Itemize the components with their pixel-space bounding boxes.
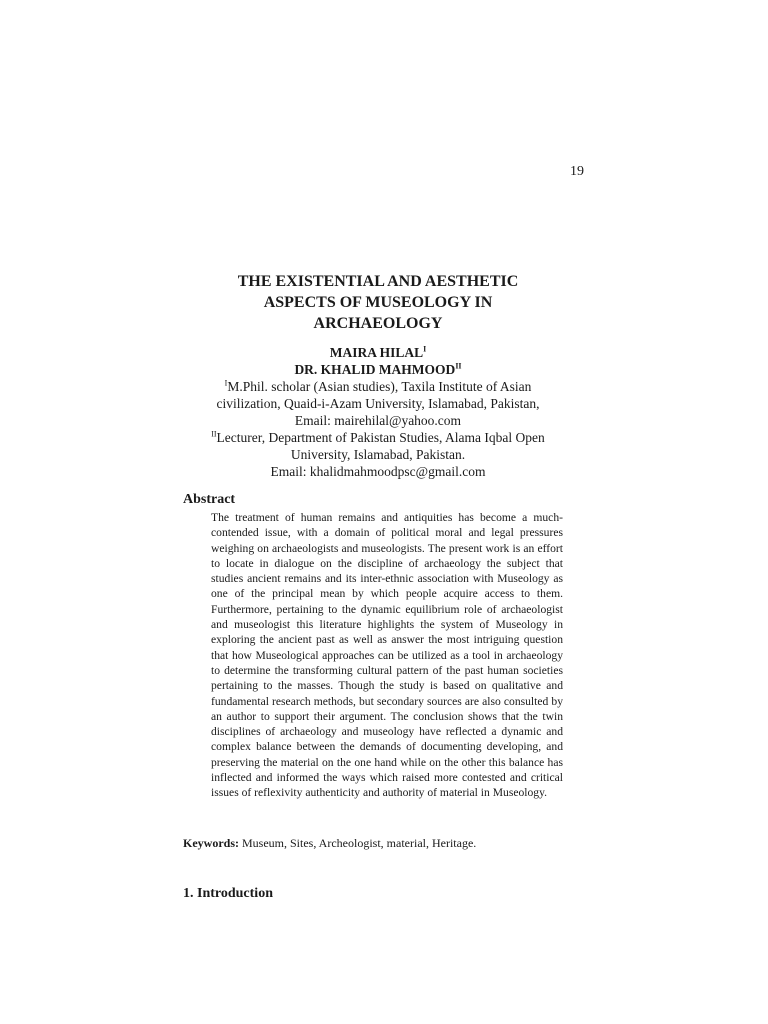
keywords-text: Museum, Sites, Archeologist, material, Heritage. [242,836,477,850]
affiliation-email: Email: mairehilal@yahoo.com [294,413,462,428]
author-name: DR. KHALID $MAHMOOD^{II}$ [294,361,462,377]
affiliation-email: Email: khalidmahmoodpsc@gmail.com [270,464,486,479]
paper-title [0,271,756,334]
affiliation-line: civilization, Quaid-i-Azam University, Islamabad, Pakistan, [216,396,540,411]
section-heading: 1. Introduction [183,886,273,901]
title-line: THE EXISTENTIAL AND AESTHETIC [237,273,519,290]
affiliation-line: $^I$M.Phil. scholar (Asian studies), Taxila Institute of Asian [224,378,532,394]
author-marker: II [455,361,462,371]
keywords-label: Keywords: [183,836,239,850]
abstract-heading: Abstract [183,492,236,507]
keywords [183,836,476,851]
author-name: MAIRA $HILAL^I$ [329,344,427,360]
title-line: ASPECTS OF MUSEOLOGY IN [263,294,493,311]
affiliation-line: $^{II}$Lecturer, Department of Pakistan Studies, Alama Iqbal Open [211,429,545,445]
title-line: ARCHAEOLOGY [313,315,443,332]
affiliation-marker: I [224,378,228,388]
author-marker: I [423,344,427,354]
affiliation-marker: II [211,429,217,439]
abstract-text: The treatment of human remains and antiquities has become a much-contended issue, with a domain of political moral and legal pressures weighing on archaeologists and museologists. The present work is an effort to locate in dialogue on the discipline of archaeology the subject that studies ancient remains and its inter-ethnic association with Museology as one of the principal mean by which people acquire access to them. Furthermore, pertaining to the dynamic equilibrium role of archaeologist and museologist this literature highlights the system of Museology in exploring the ancient past as well as answer the most intriguing question that how Museological approaches can be utilized as a tool in archaeology to determine the transforming cultural pattern of the past human societies pertaining to the masses. Though the study is based on qualitative and fundamental research methods, but secondary sources are also consulted by an author to support their argument. The conclusion shows that the twin disciplines of archaeology and museology have reflected a dynamic and complex balance between the demands of documenting developing, and preserving the material on the one hand while on the other this balance has inflected and informed the ways which raised more contested and critical issues of reflexivity authenticity and authority of material in Museology. [211,511,563,800]
affiliation-line: University, Islamabad, Pakistan. [290,447,466,462]
page-number: 19 [570,164,584,179]
author-block [0,344,756,480]
